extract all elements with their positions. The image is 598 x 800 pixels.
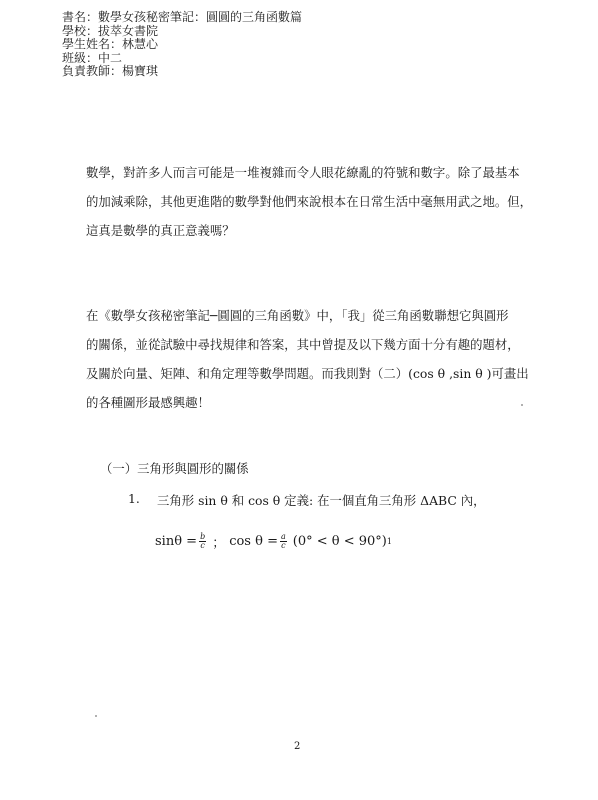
paragraph-line: 及關於向量、矩陣、和角定理等數學問題。而我則對（二）(cos θ ,sin θ )可畫出 bbox=[86, 366, 529, 381]
sin-denominator: c bbox=[200, 541, 205, 550]
class-name: 班級：中二 bbox=[62, 50, 123, 65]
scan-speck bbox=[521, 404, 523, 406]
cos-fraction bbox=[280, 533, 287, 550]
paragraph-line: 的加減乘除，其他更進階的數學對他們來說根本在日常生活中毫無用武之地。但， bbox=[86, 194, 533, 209]
sin-fraction bbox=[199, 533, 206, 550]
angle-range: (0° < θ < 90°) bbox=[292, 534, 387, 549]
sin-lhs: sinθ = bbox=[155, 534, 198, 549]
section-title: （一）三角形與圓形的關係 bbox=[100, 461, 249, 476]
page-number: 2 bbox=[294, 741, 301, 752]
teacher-name: 負責教師：楊寶琪 bbox=[62, 64, 159, 79]
scan-speck bbox=[95, 715, 97, 717]
cos-denominator: c bbox=[281, 541, 286, 550]
header-block bbox=[62, 11, 302, 79]
item-text: 三角形 sin θ 和 cos θ 定義: 在一個直角三角形 ΔABC 內， bbox=[157, 493, 486, 508]
sin-numerator: b bbox=[200, 532, 206, 541]
cos-lhs: cos θ = bbox=[229, 534, 278, 549]
school-name: 學校：拔萃女書院 bbox=[62, 23, 159, 38]
intro-paragraph bbox=[86, 163, 533, 250]
trig-formula bbox=[155, 532, 392, 551]
book-paragraph bbox=[86, 306, 529, 422]
paragraph-line: 數學，對許多人而言可能是一堆複雜而令人眼花繚亂的符號和數字。除了最基本 bbox=[86, 165, 520, 180]
item-number: 1. bbox=[128, 491, 140, 506]
student-name: 學生姓名：林慧心 bbox=[62, 37, 159, 52]
paragraph-line: 的各種圖形最感興趣！ bbox=[86, 395, 210, 410]
formula-separator: ； bbox=[212, 536, 226, 551]
paragraph-line: 的關係，並從試驗中尋找規律和答案，其中曾提及以下幾方面十分有趣的題材， bbox=[86, 337, 520, 352]
cos-numerator: a bbox=[280, 532, 286, 541]
paragraph-line: 在《數學女孩秘密筆記─圓圓的三角函數》中，「我」從三角函數聯想它與圓形 bbox=[86, 308, 509, 323]
paragraph-line: 這真是數學的真正意義嗎？ bbox=[86, 223, 235, 238]
footnote-marker: 1 bbox=[386, 537, 392, 546]
book-title: 書名：數學女孩秘密筆記：圓圓的三角函數篇 bbox=[62, 10, 303, 24]
